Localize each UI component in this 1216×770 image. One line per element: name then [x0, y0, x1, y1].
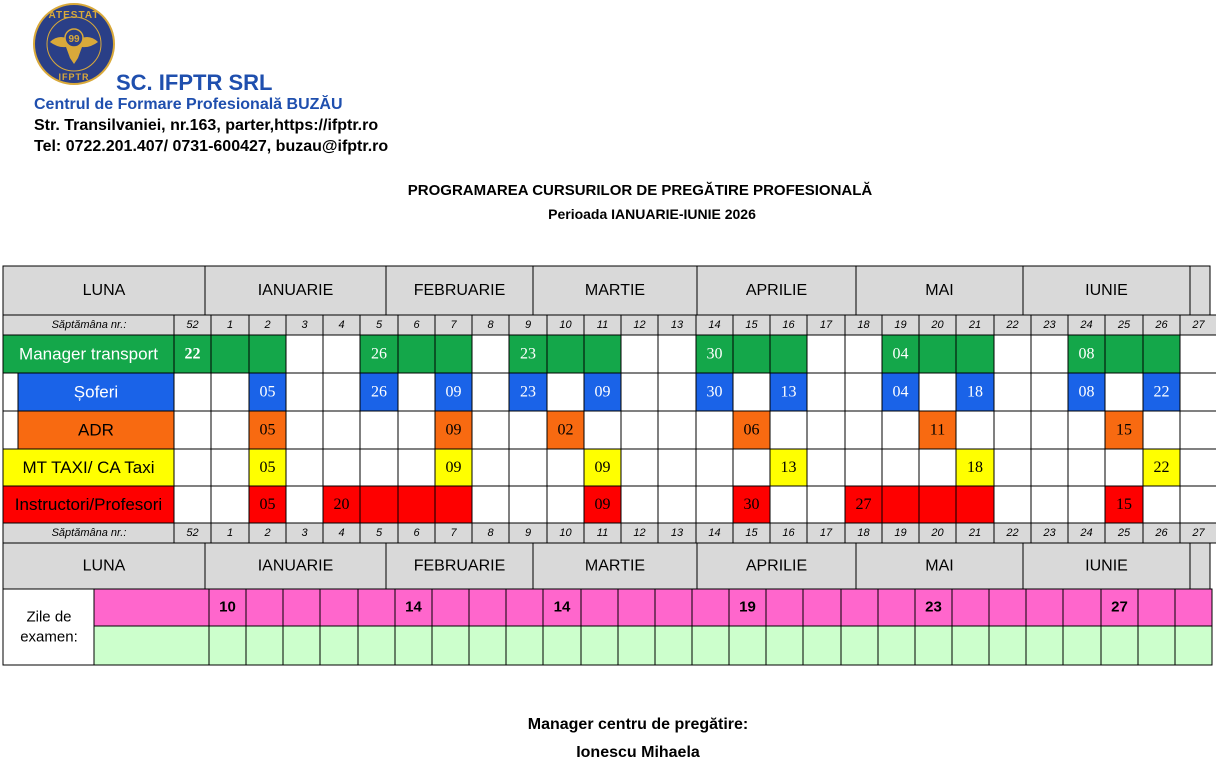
- course-3-start-date: 15: [1116, 421, 1132, 439]
- course-4-start-date: 22: [1153, 459, 1170, 476]
- bottom-week-number: 15: [745, 527, 758, 539]
- course-2-week-cell: [286, 373, 323, 411]
- bottom-week-number: 17: [819, 527, 833, 539]
- exam-bottom-cell: [952, 626, 989, 665]
- course-4-start-date: 13: [780, 459, 797, 476]
- course-1-week-cell: [733, 335, 770, 373]
- course-5-start-date: 20: [333, 496, 350, 513]
- bottom-week-number: 52: [186, 527, 199, 539]
- course-5-week-cell: [398, 486, 435, 523]
- exam-bottom-cell: [543, 626, 581, 665]
- course-4-start-date: 09: [445, 459, 462, 476]
- training-center-name: Centrul de Formare Profesională BUZĂU: [34, 96, 343, 113]
- bottom-week-number: 24: [1080, 527, 1093, 539]
- exam-bottom-cell: [320, 626, 358, 665]
- course-5-week-cell: [435, 486, 472, 523]
- logo-number: 99: [68, 34, 80, 45]
- bottom-week-number: 23: [1043, 527, 1056, 539]
- course-3-start-date: 05: [259, 421, 276, 439]
- course-1-week-cell: [1031, 335, 1068, 373]
- bottom-week-number: 2: [264, 527, 271, 539]
- course-4-week-cell: [509, 449, 547, 486]
- course-1-week-cell: [807, 335, 845, 373]
- logo-top-text: ATESTAT: [48, 10, 100, 21]
- course-1-week-cell: [323, 335, 360, 373]
- exam-bottom-cell: [581, 626, 618, 665]
- course-3-week-cell: [584, 411, 621, 449]
- course-5-week-cell: [174, 486, 211, 523]
- exam-top-cell: [506, 589, 543, 626]
- exam-top-cell: [320, 589, 358, 626]
- course-4-start-date: 18: [967, 459, 983, 476]
- course-3-start-date: 11: [929, 421, 946, 439]
- bottom-week-number: 5: [375, 527, 383, 539]
- exam-bottom-cell: [803, 626, 841, 665]
- top-month-aprilie: APRILIE: [745, 282, 808, 299]
- course-3-week-cell: [398, 411, 435, 449]
- top-week-number: 3: [301, 319, 308, 331]
- course-5-week-cell: [286, 486, 323, 523]
- exam-bottom-cell: [1101, 626, 1138, 665]
- course-2-start-date: 13: [780, 383, 797, 401]
- course-4-week-cell: [286, 449, 323, 486]
- course-1-week-cell: [621, 335, 658, 373]
- course-4-week-cell: [547, 449, 584, 486]
- course-1-week-cell: [845, 335, 882, 373]
- course-2-start-date: 26: [371, 383, 387, 401]
- course-5-start-date: 09: [594, 496, 611, 513]
- course-1-week-cell: [1143, 335, 1180, 373]
- exam-bottom-cell: [655, 626, 692, 665]
- course-3-start-date: 02: [557, 421, 574, 439]
- course-5-week-cell: [807, 486, 845, 523]
- exam-top-cell: [469, 589, 506, 626]
- top-week-number: 15: [745, 319, 758, 331]
- course-4-week-cell: [807, 449, 845, 486]
- course-4-week-cell: [360, 449, 398, 486]
- exam-label-line2: examen:: [20, 628, 78, 646]
- top-week-number: 6: [413, 319, 420, 331]
- course-5-week-cell: [994, 486, 1031, 523]
- bottom-week-number: 10: [559, 527, 572, 539]
- top-week-number: 52: [186, 319, 199, 331]
- course-4-start-date: 09: [594, 459, 611, 476]
- course-3-label-gap: [3, 411, 18, 449]
- exam-top-cell: [618, 589, 655, 626]
- bottom-week-number: 6: [413, 527, 420, 539]
- exam-top-cell: [358, 589, 395, 626]
- exam-bottom-cell: [989, 626, 1026, 665]
- course-5-week-cell: [919, 486, 956, 523]
- bottom-week-number: 11: [596, 527, 609, 539]
- exam-top-cell: [581, 589, 618, 626]
- course-2-name: Șoferi: [73, 382, 119, 402]
- exam-date: 14: [553, 598, 571, 616]
- course-5-week-cell: [770, 486, 807, 523]
- exam-bottom-cell: [692, 626, 729, 665]
- course-3-week-cell: [770, 411, 807, 449]
- company-contact: Tel: 0722.201.407/ 0731-600427, buzau@ifptr.ro: [34, 138, 389, 155]
- exam-date: 10: [219, 598, 236, 616]
- exam-date: 14: [405, 598, 422, 616]
- course-5-week-cell: [211, 486, 249, 523]
- course-2-week-cell: [472, 373, 509, 411]
- exam-top-cell: [1026, 589, 1063, 626]
- exam-top-cell: [1063, 589, 1101, 626]
- course-3-week-cell: [472, 411, 509, 449]
- course-4-week-cell: [398, 449, 435, 486]
- course-3-week-cell: [956, 411, 994, 449]
- top-week-number: 21: [968, 319, 982, 331]
- exam-bottom-cell: [432, 626, 469, 665]
- course-1-week-cell: [472, 335, 509, 373]
- course-5-week-cell: [956, 486, 994, 523]
- exam-top-cell: [692, 589, 729, 626]
- course-2-start-date: 04: [892, 383, 909, 401]
- course-5-start-date: 05: [259, 496, 276, 513]
- course-3-week-cell: [882, 411, 919, 449]
- course-5-week-cell: [472, 486, 509, 523]
- top-week-number: 14: [708, 319, 721, 331]
- course-3-week-cell: [658, 411, 696, 449]
- course-3-week-cell: [845, 411, 882, 449]
- exam-date: 19: [739, 598, 756, 616]
- course-5-start-date: 15: [1116, 496, 1132, 513]
- bottom-week-number: 7: [450, 527, 457, 539]
- exam-bottom-cell: [766, 626, 803, 665]
- course-1-week-cell: [1105, 335, 1143, 373]
- course-2-start-date: 23: [520, 383, 536, 401]
- bottom-week-number: 3: [301, 527, 308, 539]
- course-4-week-cell: [733, 449, 770, 486]
- top-week-label: Săptămâna nr.:: [51, 319, 127, 331]
- course-1-week-cell: [770, 335, 807, 373]
- course-1-week-cell: [211, 335, 249, 373]
- exam-top-cell: [803, 589, 841, 626]
- course-5-week-cell: [1068, 486, 1105, 523]
- exam-top-cell: [952, 589, 989, 626]
- course-4-week-cell: [1180, 449, 1216, 486]
- bottom-week-number: 14: [708, 527, 721, 539]
- course-1-start-date: 04: [892, 345, 909, 363]
- course-2-week-cell: [211, 373, 249, 411]
- course-1-start-date: 30: [706, 345, 723, 363]
- bottom-week-number: 26: [1155, 527, 1168, 539]
- bottom-week-number: 19: [894, 527, 907, 539]
- course-1-week-cell: [398, 335, 435, 373]
- company-address: Str. Transilvaniei, nr.163, parter,https://ifptr.ro: [34, 117, 379, 134]
- bottom-month-ianuarie: IANUARIE: [257, 557, 334, 575]
- exam-top-cell: [246, 589, 283, 626]
- course-4-name: MT TAXI/ CA Taxi: [22, 458, 155, 477]
- course-1-name: Manager transport: [19, 344, 158, 364]
- course-2-week-cell: [807, 373, 845, 411]
- top-month-mai: MAI: [925, 282, 954, 299]
- course-3-week-cell: [323, 411, 360, 449]
- exam-bottom-cell: [246, 626, 283, 665]
- course-3-week-cell: [211, 411, 249, 449]
- exam-top-cell: [432, 589, 469, 626]
- bottom-week-number: 4: [338, 527, 345, 539]
- bottom-week-number: 9: [524, 527, 532, 539]
- course-2-start-date: 22: [1153, 383, 1170, 401]
- course-5-start-date: 27: [855, 496, 872, 513]
- course-3-start-date: 09: [445, 421, 462, 439]
- course-3-start-date: 06: [743, 421, 760, 439]
- course-5-week-cell: [360, 486, 398, 523]
- exam-bottom-cell: [841, 626, 878, 665]
- exam-bottom-cell: [94, 626, 209, 665]
- course-1-week-cell: [286, 335, 323, 373]
- course-2-week-cell: [547, 373, 584, 411]
- course-1-start-date: 26: [371, 345, 387, 363]
- course-5-week-cell: [1031, 486, 1068, 523]
- logo-bottom-text: IFPTR: [58, 72, 90, 82]
- course-1-week-cell: [919, 335, 956, 373]
- exam-bottom-cell: [283, 626, 320, 665]
- exam-top-cell: [283, 589, 320, 626]
- course-4-week-cell: [696, 449, 733, 486]
- bottom-luna-label: LUNA: [82, 557, 126, 575]
- bottom-week-number: 1: [226, 527, 234, 539]
- bottom-week-number: 12: [633, 527, 646, 539]
- exam-bottom-cell: [1175, 626, 1212, 665]
- exam-bottom-cell: [506, 626, 543, 665]
- course-4-week-cell: [658, 449, 696, 486]
- top-week-number: 23: [1043, 319, 1056, 331]
- bottom-month-martie: MARTIE: [584, 557, 646, 575]
- bottom-week-number: 13: [670, 527, 684, 539]
- course-5-week-cell: [696, 486, 733, 523]
- course-3-week-cell: [807, 411, 845, 449]
- course-2-start-date: 09: [594, 383, 611, 401]
- exam-date: 23: [925, 598, 942, 616]
- course-2-week-cell: [658, 373, 696, 411]
- course-3-week-cell: [621, 411, 658, 449]
- bottom-month-mai: MAI: [925, 557, 954, 575]
- top-week-number: 19: [894, 319, 907, 331]
- course-2-start-date: 30: [706, 383, 723, 401]
- top-week-number: 2: [264, 319, 271, 331]
- course-4-week-cell: [882, 449, 919, 486]
- course-4-week-cell: [1105, 449, 1143, 486]
- top-week-number: 26: [1155, 319, 1168, 331]
- exam-bottom-cell: [915, 626, 952, 665]
- top-week-number: 27: [1192, 319, 1205, 331]
- top-week-number: 7: [450, 319, 457, 331]
- course-5-week-cell: [509, 486, 547, 523]
- top-week-number: 13: [670, 319, 684, 331]
- bottom-week-label: Săptămâna nr.:: [51, 527, 127, 539]
- top-week-number: 4: [338, 319, 345, 331]
- course-5-start-date: 30: [743, 496, 760, 513]
- course-3-week-cell: [696, 411, 733, 449]
- course-4-week-cell: [472, 449, 509, 486]
- top-week-number: 18: [857, 319, 870, 331]
- top-week-number: 12: [633, 319, 646, 331]
- bottom-week-number: 27: [1192, 527, 1205, 539]
- course-1-week-cell: [956, 335, 994, 373]
- bottom-month-aprilie: APRILIE: [745, 557, 808, 575]
- course-3-name: ADR: [78, 420, 114, 440]
- course-4-week-cell: [211, 449, 249, 486]
- course-3-week-cell: [1180, 411, 1216, 449]
- top-week-number: 20: [931, 319, 944, 331]
- top-week-number: 22: [1006, 319, 1019, 331]
- document-subtitle: Perioada IANUARIE-IUNIE 2026: [548, 206, 756, 222]
- bottom-month-februarie: FEBRUARIE: [413, 557, 506, 575]
- course-2-week-cell: [845, 373, 882, 411]
- exam-top-cell: [766, 589, 803, 626]
- exam-bottom-cell: [878, 626, 915, 665]
- course-1-week-cell: [658, 335, 696, 373]
- course-4-week-cell: [1068, 449, 1105, 486]
- course-3-week-cell: [360, 411, 398, 449]
- exam-bottom-cell: [209, 626, 246, 665]
- course-3-week-cell: [994, 411, 1031, 449]
- exam-date: 27: [1111, 598, 1128, 616]
- course-3-week-cell: [174, 411, 211, 449]
- top-week-number: 8: [487, 319, 494, 331]
- course-1-week-cell: [584, 335, 621, 373]
- course-2-week-cell: [174, 373, 211, 411]
- exam-bottom-cell: [1063, 626, 1101, 665]
- top-week-number: 25: [1117, 319, 1131, 331]
- course-1-week-cell: [249, 335, 286, 373]
- top-luna-label: LUNA: [82, 282, 126, 299]
- course-4-week-cell: [994, 449, 1031, 486]
- course-3-week-cell: [1143, 411, 1180, 449]
- company-name: SC. IFPTR SRL: [116, 70, 273, 95]
- exam-bottom-cell: [729, 626, 766, 665]
- top-month-iunie: IUNIE: [1085, 282, 1128, 299]
- course-4-start-date: 05: [259, 459, 276, 476]
- exam-bottom-cell: [1138, 626, 1175, 665]
- course-2-start-date: 09: [445, 383, 462, 401]
- exam-top-cell: [1175, 589, 1212, 626]
- course-5-week-cell: [882, 486, 919, 523]
- course-2-week-cell: [621, 373, 658, 411]
- course-2-start-date: 08: [1078, 383, 1095, 401]
- course-5-name: Instructori/Profesori: [14, 495, 163, 514]
- course-4-week-cell: [845, 449, 882, 486]
- exam-top-cell: [1138, 589, 1175, 626]
- course-4-week-cell: [174, 449, 211, 486]
- bottom-week-number: 20: [931, 527, 944, 539]
- course-3-week-cell: [286, 411, 323, 449]
- top-week-number: 5: [375, 319, 383, 331]
- course-4-week-cell: [621, 449, 658, 486]
- exam-bottom-cell: [618, 626, 655, 665]
- course-2-week-cell: [323, 373, 360, 411]
- course-1-start-date: 08: [1078, 345, 1095, 363]
- course-1-week-cell: [435, 335, 472, 373]
- top-month-martie: MARTIE: [584, 282, 646, 299]
- course-2-label-gap: [3, 373, 18, 411]
- top-week-number: 11: [596, 319, 609, 331]
- top-week-number: 9: [524, 319, 532, 331]
- course-4-week-cell: [919, 449, 956, 486]
- course-2-start-date: 18: [967, 383, 983, 401]
- course-5-week-cell: [658, 486, 696, 523]
- bottom-week-number: 18: [857, 527, 870, 539]
- exam-top-cell: [94, 589, 209, 626]
- course-1-week-cell: [547, 335, 584, 373]
- course-2-week-cell: [919, 373, 956, 411]
- top-week-number: 24: [1080, 319, 1093, 331]
- top-week-number: 1: [226, 319, 234, 331]
- top-week-number: 10: [559, 319, 572, 331]
- top-month-februarie: FEBRUARIE: [413, 282, 506, 299]
- course-5-week-cell: [547, 486, 584, 523]
- course-3-week-cell: [1031, 411, 1068, 449]
- signature-role: Manager centru de pregătire:: [527, 716, 749, 733]
- bottom-week-number: 21: [968, 527, 982, 539]
- exam-top-cell: [878, 589, 915, 626]
- top-month-ianuarie: IANUARIE: [257, 282, 334, 299]
- exam-label-line1: Zile de: [26, 608, 72, 626]
- course-2-week-cell: [994, 373, 1031, 411]
- bottom-month-iunie: IUNIE: [1085, 557, 1128, 575]
- exam-bottom-cell: [469, 626, 506, 665]
- course-4-week-cell: [1031, 449, 1068, 486]
- course-1-start-date: 22: [184, 345, 201, 363]
- exam-top-cell: [989, 589, 1026, 626]
- course-1-week-cell: [1180, 335, 1216, 373]
- course-2-week-cell: [1105, 373, 1143, 411]
- course-5-week-cell: [1143, 486, 1180, 523]
- exam-label-cell: [3, 589, 94, 665]
- signature-name: Ionescu Mihaela: [576, 744, 700, 761]
- exam-bottom-cell: [358, 626, 395, 665]
- top-week-number: 17: [819, 319, 833, 331]
- course-2-week-cell: [733, 373, 770, 411]
- course-2-week-cell: [1031, 373, 1068, 411]
- exam-top-cell: [655, 589, 692, 626]
- exam-bottom-cell: [395, 626, 432, 665]
- bottom-week-number: 16: [782, 527, 795, 539]
- bottom-week-number: 22: [1006, 527, 1019, 539]
- course-4-week-cell: [323, 449, 360, 486]
- course-3-week-cell: [509, 411, 547, 449]
- course-3-week-cell: [1068, 411, 1105, 449]
- document-title: PROGRAMAREA CURSURILOR DE PREGĂTIRE PROFESIONALĂ: [407, 182, 873, 199]
- bottom-week-number: 8: [487, 527, 494, 539]
- course-1-start-date: 23: [520, 345, 536, 363]
- exam-bottom-cell: [1026, 626, 1063, 665]
- course-2-week-cell: [1180, 373, 1216, 411]
- bottom-week-number: 25: [1117, 527, 1131, 539]
- top-week-number: 16: [782, 319, 795, 331]
- course-2-start-date: 05: [259, 383, 276, 401]
- exam-top-cell: [841, 589, 878, 626]
- course-5-week-cell: [1180, 486, 1216, 523]
- course-2-week-cell: [398, 373, 435, 411]
- course-5-week-cell: [621, 486, 658, 523]
- course-1-week-cell: [994, 335, 1031, 373]
